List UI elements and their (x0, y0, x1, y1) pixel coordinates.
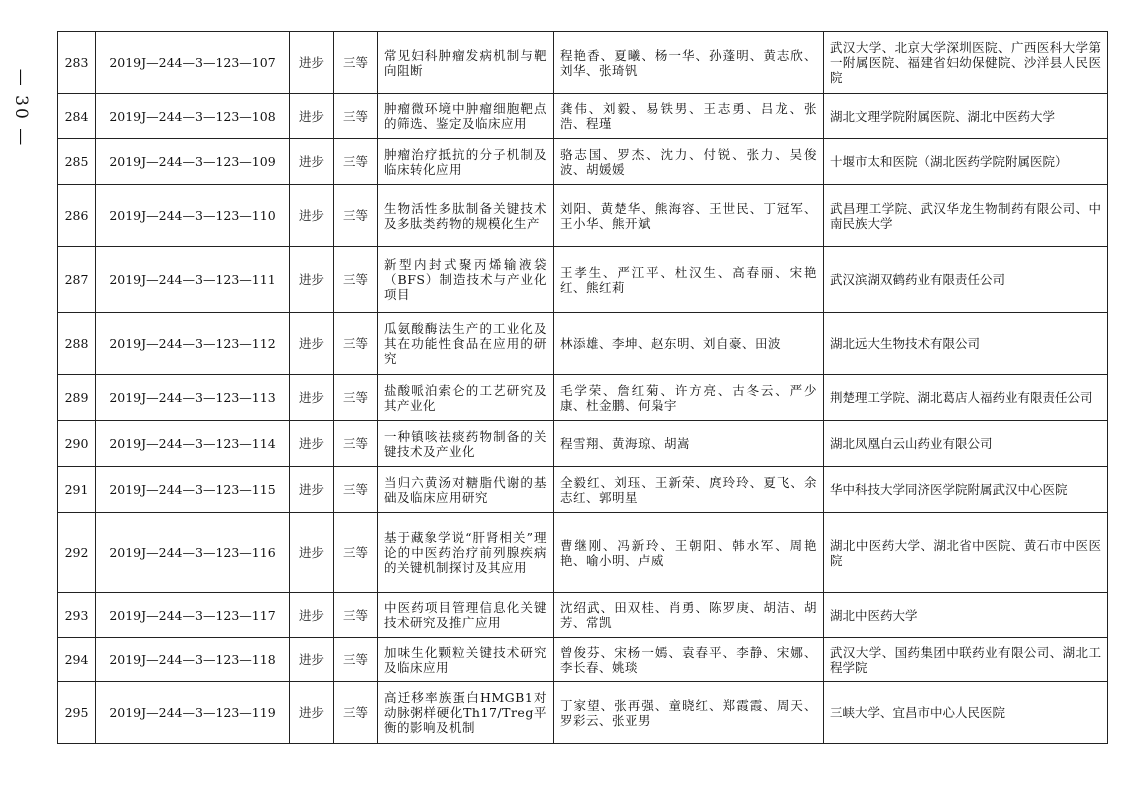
award-code: 2019J—244—3—123—114 (96, 421, 290, 467)
main-contributors: 沈绍武、田双桂、肖勇、陈罗庚、胡洁、胡芳、常凯 (554, 593, 824, 638)
award-grade: 三等 (334, 593, 378, 638)
project-name: 加味生化颗粒关键技术研究及临床应用 (378, 638, 554, 682)
row-number: 291 (58, 467, 96, 513)
row-number: 284 (58, 94, 96, 139)
award-code: 2019J—244—3—123—116 (96, 513, 290, 593)
award-code: 2019J—244—3—123—108 (96, 94, 290, 139)
main-institutions: 武汉大学、国药集团中联药业有限公司、湖北工程学院 (824, 638, 1108, 682)
row-number: 288 (58, 313, 96, 375)
row-number: 285 (58, 139, 96, 185)
row-number: 294 (58, 638, 96, 682)
project-name: 常见妇科肿瘤发病机制与靶向阻断 (378, 32, 554, 94)
award-category: 进步 (290, 682, 334, 744)
award-category: 进步 (290, 375, 334, 421)
project-name: 一种镇咳祛痰药物制备的关键技术及产业化 (378, 421, 554, 467)
main-institutions: 武汉大学、北京大学深圳医院、广西医科大学第一附属医院、福建省妇幼保健院、沙洋县人民医院 (824, 32, 1108, 94)
main-contributors: 全毅红、刘珏、王新荣、庹玲玲、夏飞、余志红、郭明星 (554, 467, 824, 513)
award-code: 2019J—244—3—123—115 (96, 467, 290, 513)
main-institutions: 武汉滨湖双鹤药业有限责任公司 (824, 247, 1108, 313)
award-grade: 三等 (334, 421, 378, 467)
main-contributors: 龚伟、刘毅、易铁男、王志勇、吕龙、张浩、程瑾 (554, 94, 824, 139)
award-category: 进步 (290, 421, 334, 467)
row-number: 292 (58, 513, 96, 593)
table-row (58, 593, 1108, 638)
main-contributors: 曾俊芬、宋杨一嫣、袁春平、李静、宋娜、李长春、姚琰 (554, 638, 824, 682)
table-row (58, 467, 1108, 513)
award-grade: 三等 (334, 682, 378, 744)
page-number-text: — 30 — (11, 68, 32, 148)
award-grade: 三等 (334, 94, 378, 139)
project-name: 瓜氨酸酶法生产的工业化及其在功能性食品在应用的研究 (378, 313, 554, 375)
award-grade: 三等 (334, 375, 378, 421)
award-code: 2019J—244—3—123—110 (96, 185, 290, 247)
award-category: 进步 (290, 467, 334, 513)
main-institutions: 十堰市太和医院（湖北医药学院附属医院） (824, 139, 1108, 185)
main-contributors: 程雪翔、黄海琼、胡嵩 (554, 421, 824, 467)
project-name: 生物活性多肽制备关键技术及多肽类药物的规模化生产 (378, 185, 554, 247)
row-number: 293 (58, 593, 96, 638)
main-contributors: 曹继刚、冯新玲、王朝阳、韩水军、周艳艳、喻小明、卢威 (554, 513, 824, 593)
award-code: 2019J—244—3—123—112 (96, 313, 290, 375)
award-grade: 三等 (334, 638, 378, 682)
award-code: 2019J—244—3—123—118 (96, 638, 290, 682)
award-grade: 三等 (334, 313, 378, 375)
main-contributors: 丁家望、张再强、童晓红、郑霞霞、周天、罗彩云、张亚男 (554, 682, 824, 744)
row-number: 295 (58, 682, 96, 744)
award-code: 2019J—244—3—123—107 (96, 32, 290, 94)
row-number: 283 (58, 32, 96, 94)
award-category: 进步 (290, 638, 334, 682)
main-institutions: 武昌理工学院、武汉华龙生物制药有限公司、中南民族大学 (824, 185, 1108, 247)
main-contributors: 毛学荣、詹红菊、许方亮、古冬云、严少康、杜金鹏、何枭宇 (554, 375, 824, 421)
award-grade: 三等 (334, 185, 378, 247)
award-grade: 三等 (334, 32, 378, 94)
award-category: 进步 (290, 94, 334, 139)
awards-table-body (58, 32, 1108, 744)
main-institutions: 三峡大学、宜昌市中心人民医院 (824, 682, 1108, 744)
main-institutions: 湖北凤凰白云山药业有限公司 (824, 421, 1108, 467)
award-category: 进步 (290, 185, 334, 247)
project-name: 盐酸哌泊索仑的工艺研究及其产业化 (378, 375, 554, 421)
main-institutions: 荆楚理工学院、湖北葛店人福药业有限责任公司 (824, 375, 1108, 421)
table-row (58, 247, 1108, 313)
row-number: 290 (58, 421, 96, 467)
row-number: 286 (58, 185, 96, 247)
award-category: 进步 (290, 247, 334, 313)
main-institutions: 湖北文理学院附属医院、湖北中医药大学 (824, 94, 1108, 139)
award-category: 进步 (290, 593, 334, 638)
table-row (58, 375, 1108, 421)
main-institutions: 湖北中医药大学、湖北省中医院、黄石市中医医院 (824, 513, 1108, 593)
table-row (58, 313, 1108, 375)
table-row (58, 185, 1108, 247)
project-name: 高迁移率族蛋白HMGB1对动脉粥样硬化Th17/Treg平衡的影响及机制 (378, 682, 554, 744)
project-name: 肿瘤治疗抵抗的分子机制及临床转化应用 (378, 139, 554, 185)
award-code: 2019J—244—3—123—111 (96, 247, 290, 313)
award-code: 2019J—244—3—123—117 (96, 593, 290, 638)
award-grade: 三等 (334, 247, 378, 313)
award-grade: 三等 (334, 139, 378, 185)
main-contributors: 程艳香、夏曦、杨一华、孙蓬明、黄志欣、刘华、张琦钒 (554, 32, 824, 94)
project-name: 肿瘤微环境中肿瘤细胞靶点的筛选、鉴定及临床应用 (378, 94, 554, 139)
main-contributors: 王孝生、严江平、杜汉生、高春丽、宋艳红、熊红莉 (554, 247, 824, 313)
award-category: 进步 (290, 513, 334, 593)
main-contributors: 林添雄、李坤、赵东明、刘自豪、田波 (554, 313, 824, 375)
project-name: 基于藏象学说“肝肾相关”理论的中医药治疗前列腺疾病的关键机制探讨及其应用 (378, 513, 554, 593)
table-row (58, 638, 1108, 682)
table-row (58, 513, 1108, 593)
row-number: 287 (58, 247, 96, 313)
table-row (58, 421, 1108, 467)
award-category: 进步 (290, 32, 334, 94)
project-name: 当归六黄汤对糖脂代谢的基础及临床应用研究 (378, 467, 554, 513)
table-row (58, 139, 1108, 185)
table-row (58, 94, 1108, 139)
main-contributors: 骆志国、罗杰、沈力、付锐、张力、吴俊波、胡媛媛 (554, 139, 824, 185)
row-number: 289 (58, 375, 96, 421)
awards-table (57, 31, 1108, 744)
main-institutions: 湖北远大生物技术有限公司 (824, 313, 1108, 375)
main-contributors: 刘阳、黄楚华、熊海容、王世民、丁冠军、王小华、熊开斌 (554, 185, 824, 247)
project-name: 新型内封式聚丙烯输液袋（BFS）制造技术与产业化项目 (378, 247, 554, 313)
award-category: 进步 (290, 313, 334, 375)
page-number (8, 48, 34, 168)
award-grade: 三等 (334, 467, 378, 513)
award-grade: 三等 (334, 513, 378, 593)
award-category: 进步 (290, 139, 334, 185)
award-code: 2019J—244—3—123—109 (96, 139, 290, 185)
table-row (58, 32, 1108, 94)
award-code: 2019J—244—3—123—119 (96, 682, 290, 744)
table-row (58, 682, 1108, 744)
award-code: 2019J—244—3—123—113 (96, 375, 290, 421)
main-institutions: 湖北中医药大学 (824, 593, 1108, 638)
main-institutions: 华中科技大学同济医学院附属武汉中心医院 (824, 467, 1108, 513)
project-name: 中医药项目管理信息化关键技术研究及推广应用 (378, 593, 554, 638)
